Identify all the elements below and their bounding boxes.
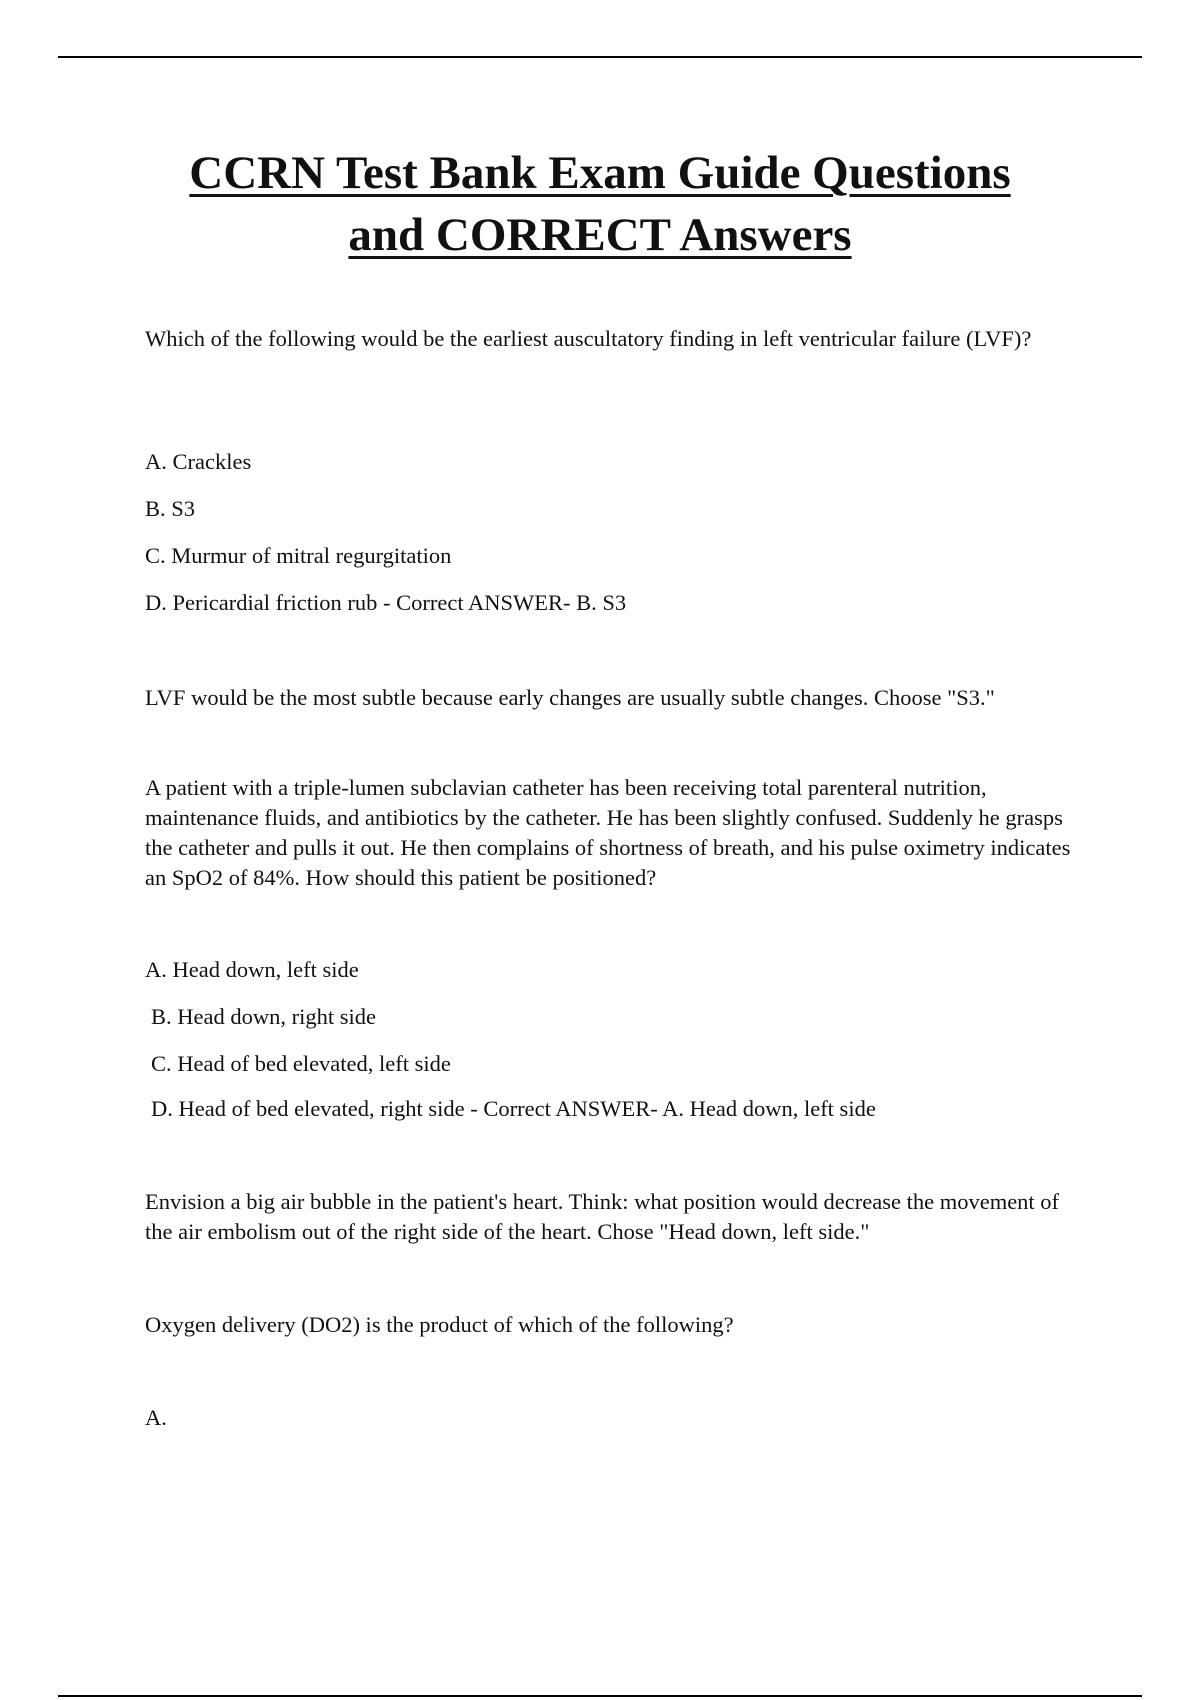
question-3-option-a: A. bbox=[145, 1405, 167, 1430]
question-1-option-a: A. Crackles bbox=[145, 449, 252, 474]
question-1-text: Which of the following would be the earliest auscultatory finding in left ventricular failure (LVF)? bbox=[145, 326, 1032, 351]
question-2-text: A patient with a triple-lumen subclavian catheter has been receiving total parenteral nutrition, maintenance fluids, and antibiotics by the catheter. He has been slightly confused. Suddenly he grasps the catheter and pulls it out. He then complains of shortness of breath, and his pulse oximetry indicates an SpO2 of 84%. How should this patient be positioned? bbox=[145, 775, 1071, 890]
title-line-1: CCRN Test Bank Exam Guide Questions bbox=[189, 147, 1011, 199]
question-2-option-a: A. Head down, left side bbox=[145, 957, 359, 982]
question-2-option-c: C. Head of bed elevated, left side bbox=[151, 1051, 451, 1076]
question-1-option-c: C. Murmur of mitral regurgitation bbox=[145, 543, 452, 568]
question-1-rationale: LVF would be the most subtle because early changes are usually subtle changes. Choose "S3." bbox=[145, 685, 995, 710]
document-title bbox=[0, 142, 1200, 266]
top-rule bbox=[58, 56, 1142, 58]
question-2-option-b: B. Head down, right side bbox=[151, 1004, 376, 1029]
question-1-option-d-answer: D. Pericardial friction rub - Correct ANSWER- B. S3 bbox=[145, 590, 627, 615]
question-2-rationale: Envision a big air bubble in the patient's heart. Think: what position would decrease the movement of the air embolism out of the right side of the heart. Chose "Head down, left side." bbox=[145, 1189, 1060, 1244]
question-1-option-b: B. S3 bbox=[145, 496, 196, 521]
question-2-option-d-answer: D. Head of bed elevated, right side - Correct ANSWER- A. Head down, left side bbox=[151, 1096, 876, 1121]
question-3-text: Oxygen delivery (DO2) is the product of which of the following? bbox=[145, 1312, 734, 1337]
bottom-rule bbox=[58, 1695, 1142, 1697]
title-line-2: and CORRECT Answers bbox=[348, 209, 852, 261]
